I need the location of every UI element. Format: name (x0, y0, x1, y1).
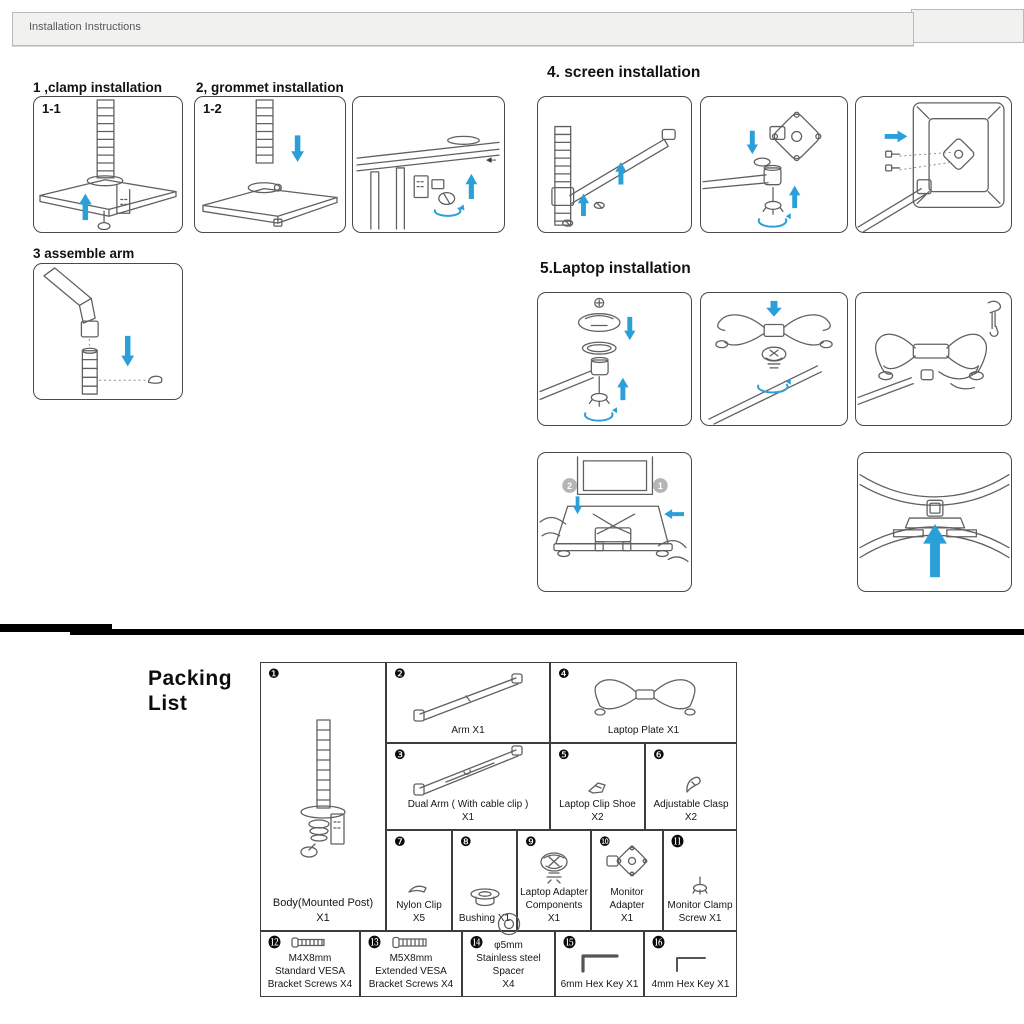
laptop-step3-diagram (856, 293, 1011, 425)
rotate-arrow-icon (585, 413, 613, 420)
heading-laptop-installation: 5.Laptop installation (540, 260, 691, 277)
rotate-arrowhead (786, 213, 791, 219)
item-number-badge: ❻ (653, 748, 665, 763)
item-number-badge: ⓭ (368, 936, 382, 951)
item-number-badge: ❹ (558, 667, 570, 682)
packing-cell-m5-screws (360, 931, 462, 997)
packing-cell-m4-screws (260, 931, 360, 997)
diagram-clamp-install (33, 96, 183, 233)
heading-clamp-installation: 1 ,clamp installation (33, 80, 163, 95)
down-arrow-icon (624, 317, 635, 340)
packing-cell-body-post (260, 662, 386, 931)
item-label: Laptop Plate X1 (607, 725, 680, 736)
diagram-assemble-arm (33, 263, 183, 400)
diagram-laptop-step3 (855, 292, 1012, 426)
item-label: Dual Arm ( With cable clip ) X1 (407, 799, 529, 823)
packing-cell-dual-arm (386, 743, 550, 830)
item-label: 4mm Hex Key X1 (651, 979, 730, 990)
item-label: M5X8mm Extended VESA Bracket Screws X4 (368, 953, 454, 990)
left-arrow-icon (664, 509, 684, 519)
diagram-grommet-under (352, 96, 505, 233)
rotate-arrow-icon (759, 219, 787, 226)
diagram-screen-step1 (537, 96, 692, 233)
laptop-step2-diagram (701, 293, 847, 425)
item-number-badge: ⓮ (470, 936, 484, 951)
packing-cell-spacer (462, 931, 555, 997)
clamp-diagram (34, 97, 182, 232)
item-number-badge: ⓯ (563, 936, 577, 951)
item-number-badge: ❶ (268, 667, 280, 682)
diagram-laptop-step2 (700, 292, 848, 426)
laptop-adapter-components-icon (535, 850, 573, 884)
assemble-arm-diagram (34, 264, 182, 399)
heading-screen-installation: 4. screen installation (547, 64, 701, 81)
heading-assemble-arm: 3 assemble arm (33, 246, 135, 261)
step-number-left: 2 (567, 480, 573, 491)
arm-icon (408, 670, 528, 722)
small-left-arrow-icon (487, 158, 496, 162)
dual-arm-icon (408, 742, 528, 796)
packing-cell-monitor-adapter (591, 830, 663, 931)
item-label: Adjustable Clasp X2 (653, 799, 729, 823)
step-number-right: 1 (657, 480, 663, 491)
item-label: Monitor Adapter X1 (609, 887, 645, 924)
adjustable-clasp-icon (679, 774, 703, 796)
item-number-badge: ❿ (599, 835, 611, 850)
m4-screw-icon (287, 934, 333, 950)
item-label: Monitor Clamp Screw X1 (667, 900, 733, 924)
up-arrow-icon (923, 524, 947, 577)
grommet-drop-diagram (195, 97, 345, 232)
up-arrow-icon (79, 194, 92, 221)
panel-label: 1-2 (203, 101, 222, 116)
mounted-post-icon (277, 714, 369, 894)
packing-cell-adjustable-clasp (645, 743, 737, 830)
up-arrow-icon (465, 174, 477, 199)
item-label: Arm X1 (451, 725, 485, 736)
laptop-clip-shoe-icon (585, 778, 611, 796)
rotate-arrow-icon (435, 208, 461, 215)
packing-list-table (260, 662, 737, 997)
item-number-badge: ❼ (394, 835, 406, 850)
packing-cell-hex-key-4mm (644, 931, 737, 997)
item-number-badge: ❸ (394, 748, 406, 763)
diagram-screen-step3 (855, 96, 1012, 233)
nylon-clip-icon (406, 881, 432, 897)
down-arrow-icon (291, 135, 304, 162)
m5-screw-icon (388, 934, 434, 950)
screen-step2-diagram (701, 97, 847, 232)
diagram-laptop-secured (537, 452, 692, 592)
hex-key-6mm-icon (576, 948, 624, 976)
divider-line (70, 629, 1024, 635)
item-number-badge: ⓫ (671, 835, 685, 850)
hex-key-4mm-icon (669, 950, 713, 976)
packing-cell-laptop-adapter (517, 830, 591, 931)
up-arrow-icon (617, 378, 628, 400)
laptop-secured-diagram (538, 453, 691, 591)
packing-cell-monitor-clamp-screw (663, 830, 737, 931)
packing-cell-arm (386, 662, 550, 743)
item-label: Body(Mounted Post) X1 (272, 897, 374, 924)
bushing-icon (466, 886, 504, 910)
packing-cell-nylon-clip (386, 830, 452, 931)
item-label: M4X8mm Standard VESA Bracket Screws X4 (267, 953, 353, 990)
spacer-icon (496, 911, 522, 937)
clasp-closeup-diagram (858, 453, 1011, 591)
right-arrow-icon (885, 131, 908, 143)
diagram-screen-step2 (700, 96, 848, 233)
item-label: Bushing X1 (458, 913, 511, 924)
item-number-badge: ❺ (558, 748, 570, 763)
title-bar (12, 12, 914, 46)
item-label: φ5mm Stainless steel Spacer X4 (476, 940, 541, 990)
item-number-badge: ⓰ (652, 936, 666, 951)
down-arrow-icon (573, 496, 582, 514)
rotate-arrow-icon (758, 385, 788, 393)
monitor-adapter-icon (604, 842, 650, 884)
heading-grommet-installation: 2, grommet installation (196, 80, 344, 95)
panel-label: 1-1 (42, 101, 61, 116)
item-label: Laptop Clip Shoe X2 (559, 799, 636, 823)
item-label: Nylon Clip X5 (396, 900, 442, 924)
item-number-badge: ❷ (394, 667, 406, 682)
packing-cell-laptop-plate (550, 662, 737, 743)
up-arrow-icon (578, 194, 589, 216)
laptop-plate-icon (586, 672, 702, 722)
laptop-step1-diagram (538, 293, 691, 425)
packing-cell-clip-shoe (550, 743, 645, 830)
down-arrow-icon (121, 336, 134, 367)
grommet-under-diagram (353, 97, 504, 232)
item-number-badge: ❾ (525, 835, 537, 850)
down-arrow-icon (747, 131, 758, 154)
diagram-laptop-step1 (537, 292, 692, 426)
diagram-grommet-drop (194, 96, 346, 233)
diagram-clasp-closeup (857, 452, 1012, 592)
packing-list-title: Packing List (148, 667, 233, 715)
page-title: Installation Instructions (29, 21, 141, 33)
item-number-badge: ⓬ (268, 936, 282, 951)
item-label: 6mm Hex Key X1 (560, 979, 639, 990)
monitor-clamp-screw-icon (689, 875, 711, 897)
item-label: Laptop Adapter Components X1 (520, 887, 588, 924)
packing-cell-hex-key-6mm (555, 931, 644, 997)
down-arrow-icon (766, 301, 782, 317)
screen-step3-diagram (856, 97, 1011, 232)
item-number-badge: ❽ (460, 835, 472, 850)
up-arrow-icon (615, 162, 626, 184)
screen-step1-diagram (538, 97, 691, 232)
rotate-arrowhead (612, 407, 617, 413)
title-bar-right-segment (911, 9, 1024, 43)
up-arrow-icon (789, 186, 800, 208)
